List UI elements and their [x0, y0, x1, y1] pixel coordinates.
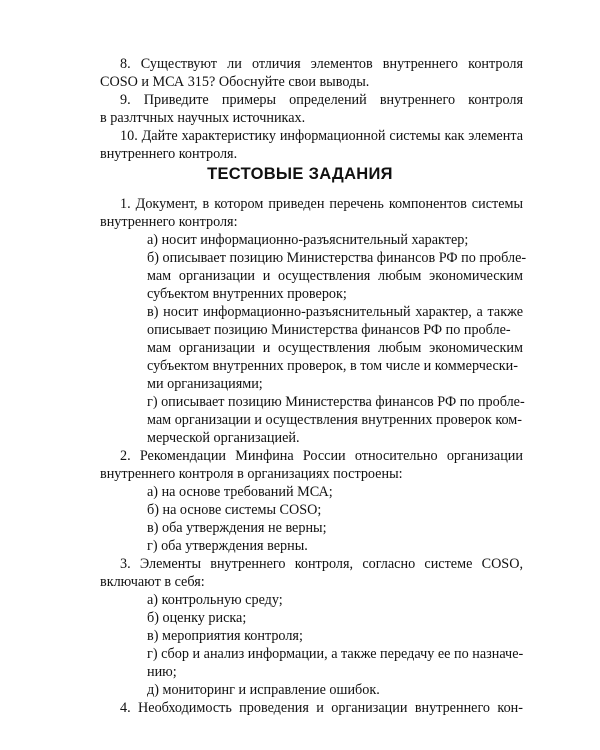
text-line: 3. Элементы внутреннего контроля, согласно системе COSO, — [120, 556, 523, 572]
text-line: а) на основе требований МСА; — [147, 484, 333, 500]
text-line: 9. Приведите примеры определений внутреннего контроля — [120, 92, 523, 108]
text-line: субъектом внутренних проверок, в том числе и коммерчески- — [147, 358, 518, 374]
text-line: в) оба утверждения не верны; — [147, 520, 327, 536]
text-line: описывает позицию Министерства финансов РФ по пробле- — [147, 322, 511, 338]
text-line: 8. Существуют ли отличия элементов внутреннего контроля — [120, 56, 523, 72]
text-line: субъектом внутренних проверок; — [147, 286, 347, 302]
text-line: б) описывает позицию Министерства финансов РФ по пробле- — [147, 250, 527, 266]
text-line: 2. Рекомендации Минфина России относительно организации — [120, 448, 523, 464]
text-line: г) описывает позицию Министерства финансов РФ по пробле- — [147, 394, 525, 410]
text-line: г) оба утверждения верны. — [147, 538, 308, 554]
text-line: в) носит информационно-разъяснительный характер, а также — [147, 304, 523, 320]
text-line: б) оценку риска; — [147, 610, 247, 626]
text-line: мам организации и осуществления любым экономическим — [147, 340, 523, 356]
text-line: б) на основе системы COSO; — [147, 502, 322, 518]
text-line: г) сбор и анализ информации, а также передачу ее по назначе- — [147, 646, 524, 662]
text-line: мам организации и осуществления внутренних проверок ком- — [147, 412, 523, 428]
text-line: ми организациями; — [147, 376, 263, 392]
text-line: внутреннего контроля. — [100, 146, 238, 162]
text-line: 10. Дайте характеристику информационной системы как элемента — [120, 128, 523, 144]
text-line: внутреннего контроля в организациях построены: — [100, 466, 403, 482]
text-line: COSO и МСА 315? Обоснуйте свои выводы. — [100, 74, 370, 90]
text-line: нию; — [147, 664, 177, 680]
text-line: внутреннего контроля: — [100, 214, 238, 230]
text-line: мерческой организацией. — [147, 430, 300, 446]
text-line: в) мероприятия контроля; — [147, 628, 303, 644]
text-line: а) носит информационно-разъяснительный характер; — [147, 232, 469, 248]
text-line: мам организации и осуществления любым экономическим — [147, 268, 523, 284]
text-line: в разлтчных научных источниках. — [100, 110, 306, 126]
text-line: включают в себя: — [100, 574, 205, 590]
text-line: 1. Документ, в котором приведен перечень компонентов системы — [120, 196, 523, 212]
text-line: а) контрольную среду; — [147, 592, 283, 608]
section-heading: ТЕСТОВЫЕ ЗАДАНИЯ — [207, 165, 393, 183]
text-line: 4. Необходимость проведения и организации внутреннего кон- — [120, 700, 523, 716]
text-line: д) мониторинг и исправление ошибок. — [147, 682, 380, 698]
